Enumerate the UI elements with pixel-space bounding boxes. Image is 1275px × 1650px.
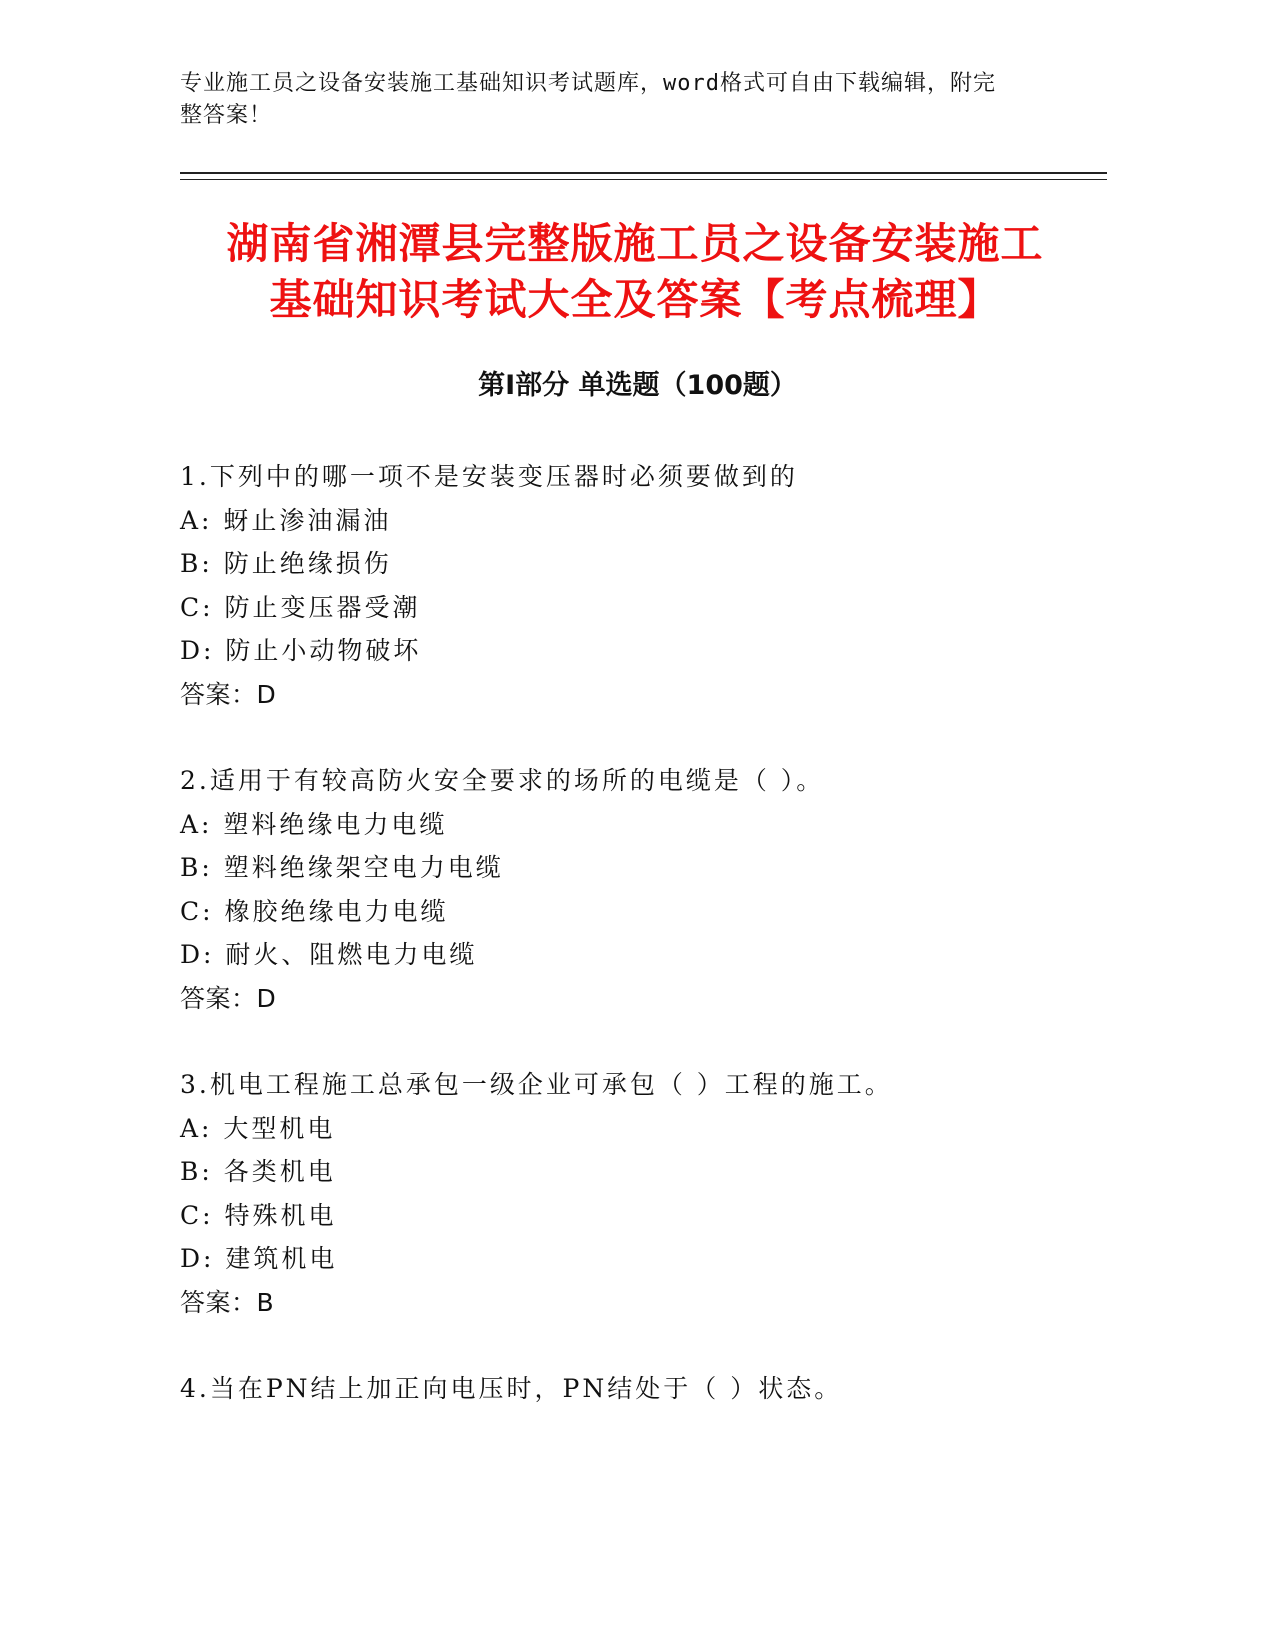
option-d: D: 耐火、阻燃电力电缆 bbox=[180, 940, 478, 969]
answer: 答案：B bbox=[180, 1287, 275, 1317]
question-text: 2.适用于有较高防火安全要求的场所的电缆是（ ）。 bbox=[180, 766, 825, 795]
question-4 bbox=[180, 1367, 1100, 1411]
question-1 bbox=[180, 455, 1100, 716]
title-line: 基础知识考试大全及答案【考点梳理】 bbox=[269, 275, 1001, 324]
intro-line: 整答案！ bbox=[180, 103, 273, 128]
question-text: 3.机电工程施工总承包一级企业可承包（ ）工程的施工。 bbox=[180, 1070, 893, 1099]
option-b: B: 防止绝缘损伤 bbox=[180, 549, 392, 578]
option-c: C: 防止变压器受潮 bbox=[180, 592, 421, 622]
section-heading: 第Ⅰ部分 单选题（100题） bbox=[478, 370, 797, 401]
question-2 bbox=[180, 759, 1100, 1020]
option-a: A: 蚜止渗油漏油 bbox=[180, 505, 392, 535]
option-c: C: 特殊机电 bbox=[180, 1200, 337, 1230]
question-3 bbox=[180, 1063, 1100, 1324]
answer: 答案：D bbox=[180, 679, 277, 709]
intro-line: 专业施工员之设备安装施工基础知识考试题库，word格式可自由下载编辑，附完 bbox=[180, 71, 996, 96]
option-a: A: 塑料绝缘电力电缆 bbox=[180, 809, 448, 839]
question-text: 4.当在PN结上加正向电压时，PN结处于（ ）状态。 bbox=[180, 1374, 843, 1403]
title-line: 湖南省湘潭县完整版施工员之设备安装施工 bbox=[226, 219, 1044, 268]
intro-text bbox=[180, 68, 1100, 132]
header-divider-thin bbox=[180, 179, 1107, 180]
option-b: B: 各类机电 bbox=[180, 1157, 336, 1186]
option-c: C: 橡胶绝缘电力电缆 bbox=[180, 896, 449, 926]
option-d: D: 建筑机电 bbox=[180, 1244, 338, 1273]
option-d: D: 防止小动物破坏 bbox=[180, 636, 422, 665]
option-a: A: 大型机电 bbox=[180, 1113, 336, 1143]
header-divider-thick bbox=[180, 172, 1107, 174]
question-text: 1.下列中的哪一项不是安装变压器时必须要做到的 bbox=[180, 462, 798, 491]
question-list bbox=[180, 455, 1100, 1454]
answer: 答案：D bbox=[180, 983, 277, 1013]
option-b: B: 塑料绝缘架空电力电缆 bbox=[180, 853, 504, 882]
document-title bbox=[150, 216, 1120, 328]
